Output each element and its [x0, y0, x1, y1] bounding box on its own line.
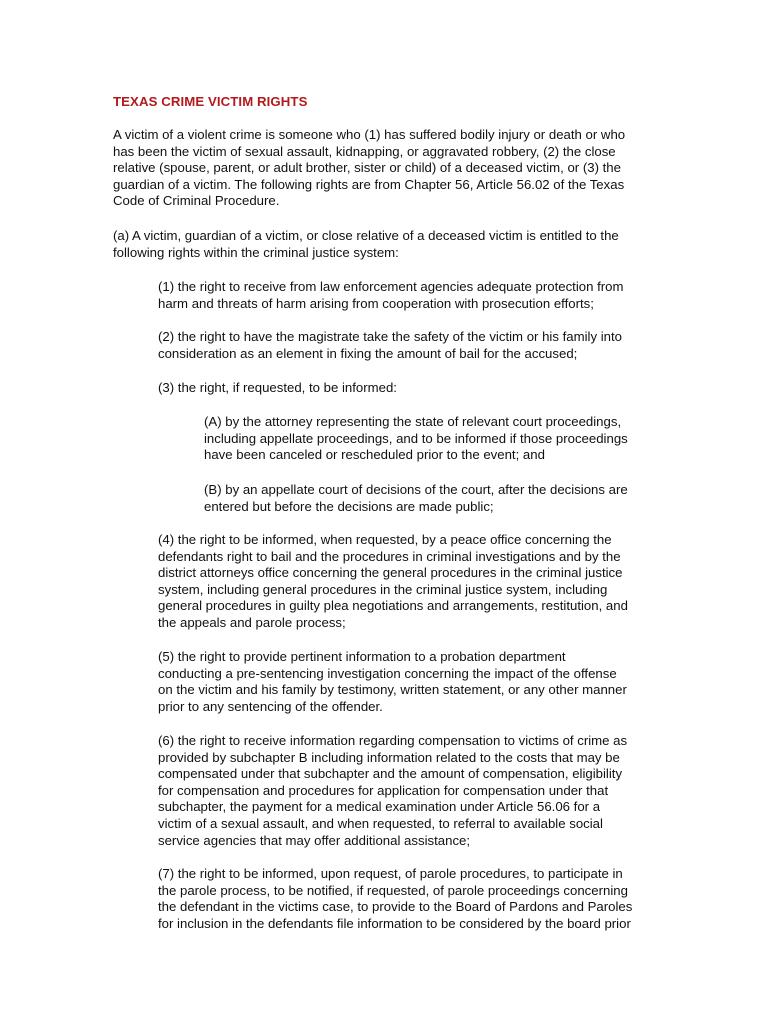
right-6-line: provided by subchapter B including information related to the costs that may be: [158, 749, 620, 765]
section-a-line: following rights within the criminal justice system:: [113, 244, 399, 260]
right-6-line: service agencies that may offer additional assistance;: [158, 832, 471, 848]
right-6-line: victim of a sexual assault, and when requested, to referral to available social: [158, 815, 603, 831]
right-3b-line: (B) by an appellate court of decisions of the court, after the decisions are: [204, 482, 628, 497]
right-6-line: (6) the right to receive information regarding compensation to victims of crime as: [158, 733, 628, 748]
intro-line: has been the victim of sexual assault, kidnapping, or aggravated robbery, (2) the close: [113, 143, 616, 159]
intro-line: guardian of a victim. The following rights are from Chapter 56, Article 56.02 of the Texas: [113, 176, 625, 192]
right-2-line: consideration as an element in fixing the amount of bail for the accused;: [158, 345, 578, 361]
right-4-line: defendants right to bail and the procedures in criminal investigations and by the: [158, 548, 621, 564]
right-7-line: the parole process, to be notified, if requested, of parole proceedings concerning: [158, 882, 628, 898]
right-5-line: on the victim and his family by testimony, written statement, or any other manner: [158, 682, 627, 698]
right-6-line: compensated under that subchapter and the amount of compensation, eligibility: [158, 766, 623, 782]
right-7-paragraph: [158, 866, 661, 932]
right-3a-line: including appellate proceedings, and to be informed if those proceedings: [204, 430, 628, 446]
intro-line: A victim of a violent crime is someone who (1) has suffered bodily injury or death or who: [113, 127, 626, 142]
right-5-paragraph: [158, 649, 661, 715]
right-4-line: general procedures in guilty plea negotiations and arrangements, restitution, and: [158, 598, 628, 614]
section-a-line: (a) A victim, guardian of a victim, or close relative of a deceased victim is entitled to the: [113, 228, 619, 243]
right-5-line: prior to any sentencing of the offender.: [158, 698, 383, 714]
right-6-line: for compensation and procedures for application for compensation under that: [158, 782, 609, 798]
right-7-line: (7) the right to be informed, upon request, of parole procedures, to participate in: [158, 866, 623, 881]
right-2-line: (2) the right to have the magistrate take the safety of the victim or his family into: [158, 329, 622, 344]
right-3a-paragraph: [204, 414, 661, 464]
right-7-line: the defendant in the victims case, to provide to the Board of Pardons and Paroles: [158, 899, 633, 915]
right-3-paragraph: [158, 380, 661, 397]
right-1-paragraph: [158, 279, 661, 312]
right-4-line: district attorneys office concerning the general procedures in the criminal justice: [158, 565, 623, 581]
right-5-line: conducting a pre-sentencing investigation concerning the impact of the offense: [158, 665, 617, 681]
right-1-line: harm and threats of harm arising from cooperation with prosecution efforts;: [158, 295, 594, 311]
document-title: TEXAS CRIME VICTIM RIGHTS: [113, 94, 308, 109]
right-5-line: (5) the right to provide pertinent information to a probation department: [158, 649, 566, 664]
right-7-line: for inclusion in the defendants file information to be considered by the board prior: [158, 915, 631, 931]
right-1-line: (1) the right to receive from law enforcement agencies adequate protection from: [158, 279, 624, 294]
right-6-paragraph: [158, 733, 661, 849]
right-4-line: the appeals and parole process;: [158, 614, 346, 630]
right-6-line: subchapter, the payment for a medical examination under Article 56.06 for a: [158, 799, 601, 815]
right-4-paragraph: [158, 532, 661, 632]
right-3a-line: (A) by the attorney representing the state of relevant court proceedings,: [204, 414, 622, 429]
intro-line: relative (spouse, parent, or adult brother, sister or child) of a deceased victim, or (3) the: [113, 160, 621, 176]
intro-paragraph: [113, 127, 661, 210]
right-2-paragraph: [158, 329, 661, 362]
right-4-line: system, including general procedures in the criminal justice system, including: [158, 581, 608, 597]
right-4-line: (4) the right to be informed, when requested, by a peace office concerning the: [158, 532, 612, 547]
section-a-paragraph: [113, 228, 661, 261]
right-3b-line: entered but before the decisions are made public;: [204, 498, 494, 514]
right-3b-paragraph: [204, 482, 661, 515]
intro-line: Code of Criminal Procedure.: [113, 193, 280, 209]
right-3a-line: have been canceled or rescheduled prior to the event; and: [204, 447, 545, 463]
right-3-line: (3) the right, if requested, to be informed:: [158, 380, 397, 395]
